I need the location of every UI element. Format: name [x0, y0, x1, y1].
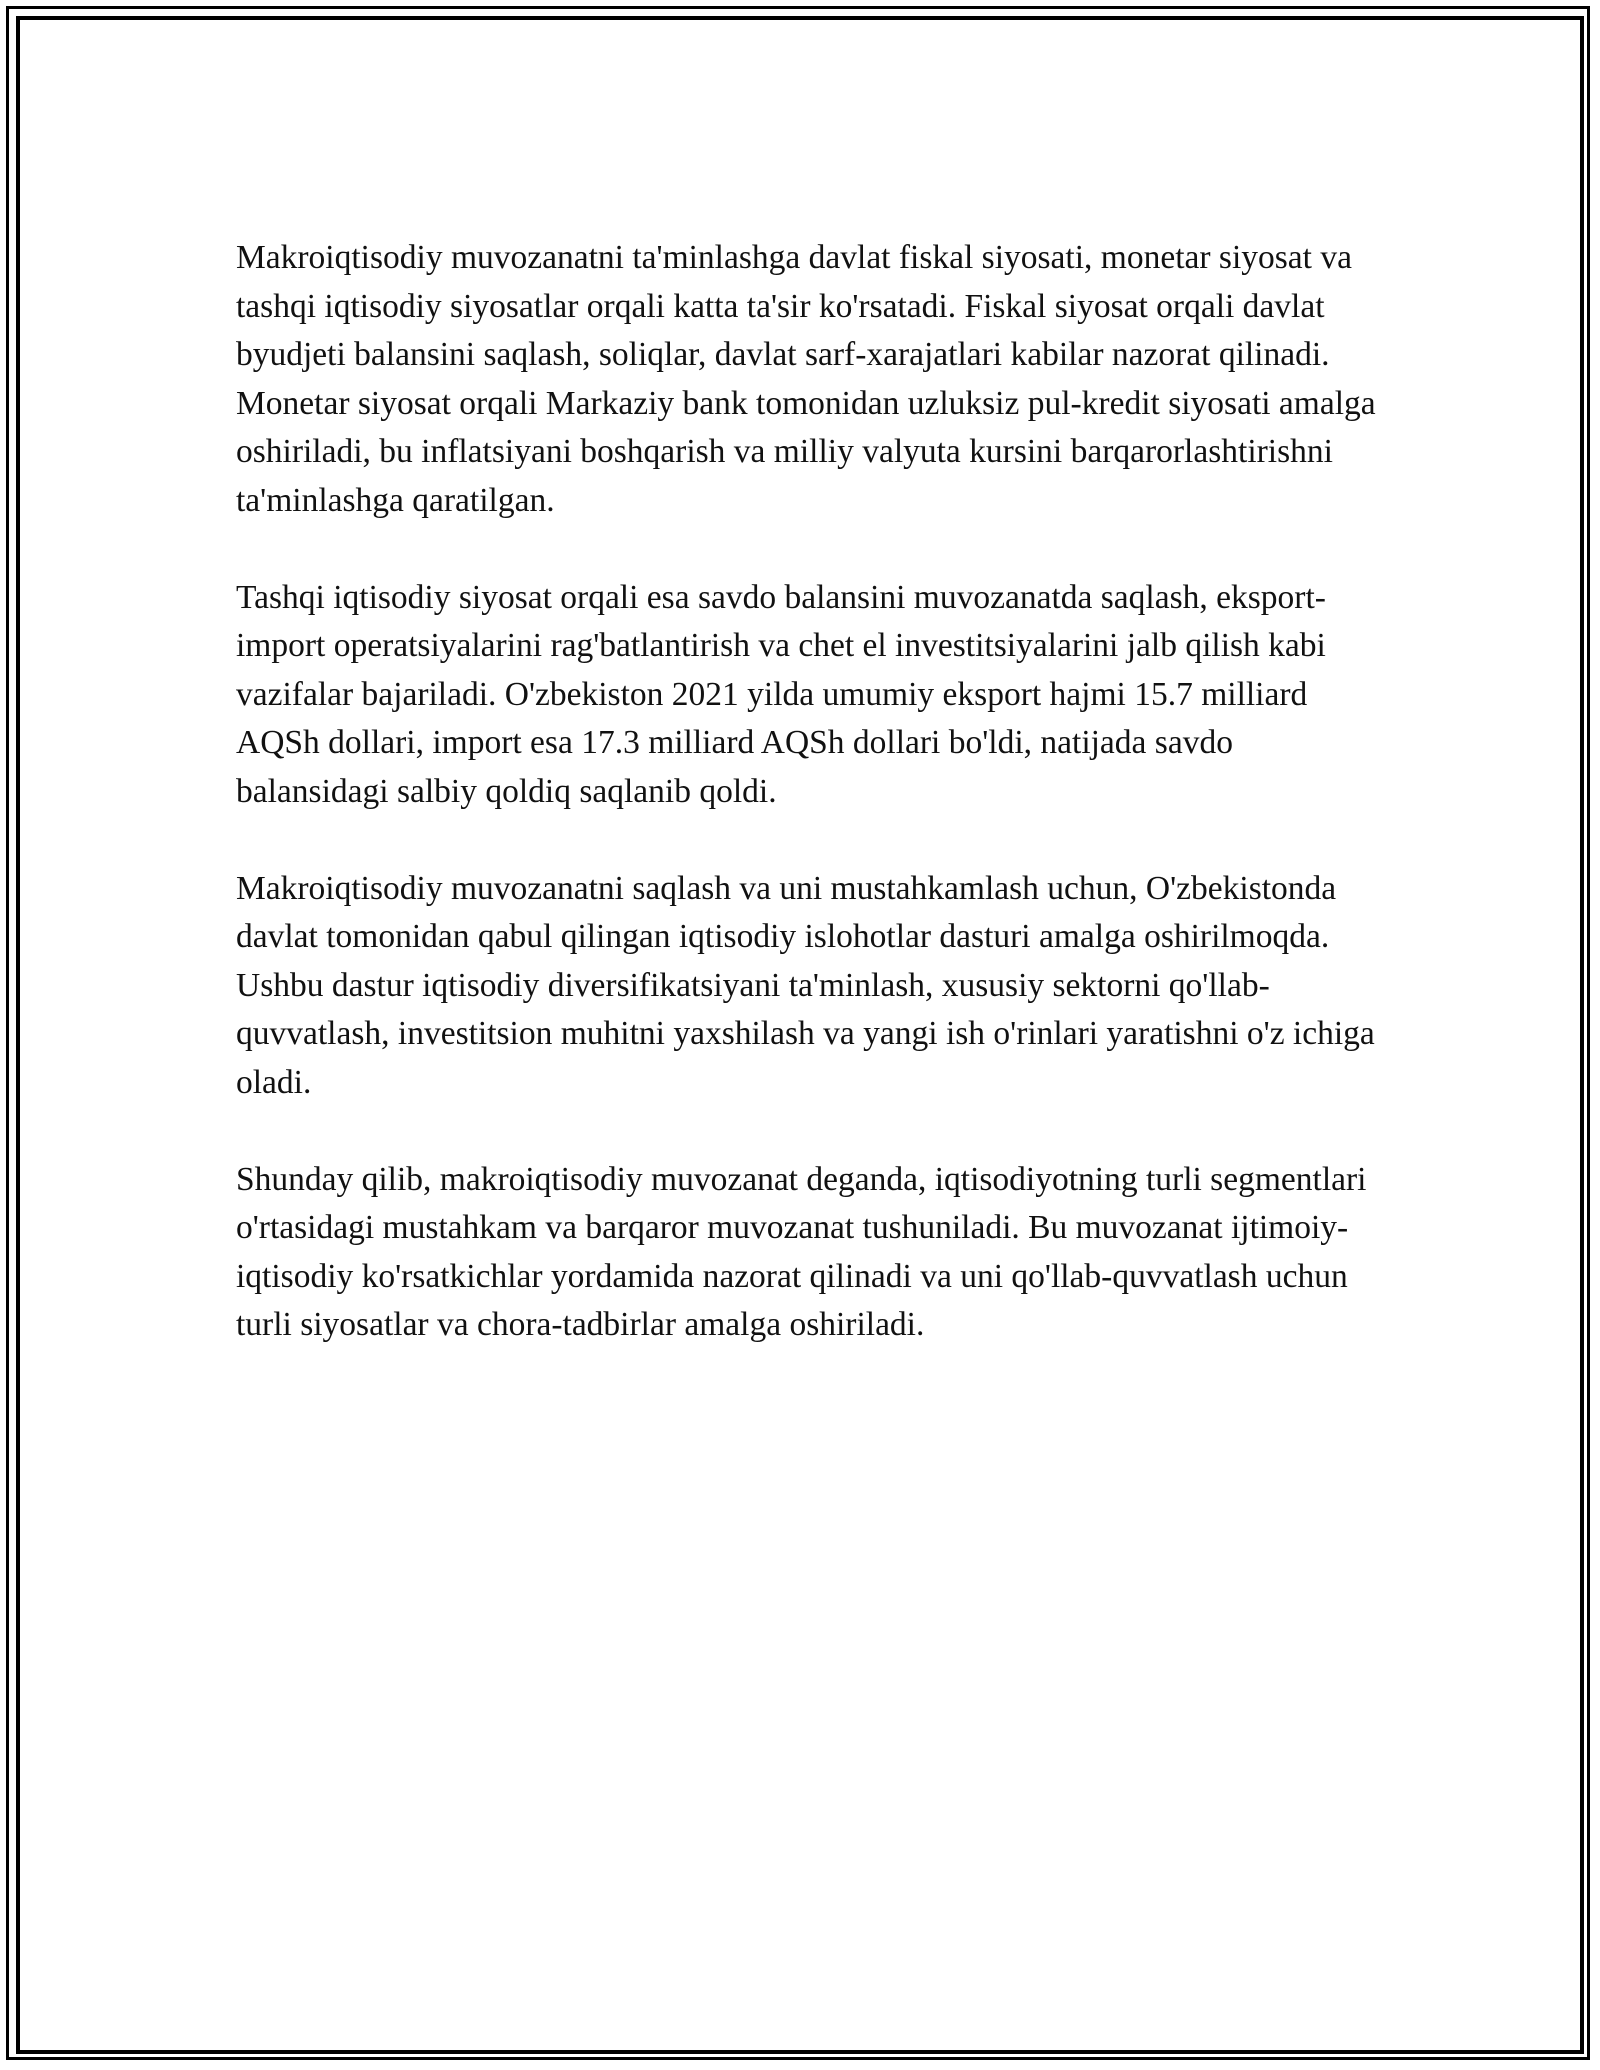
- paragraph-conclusion: Shunday qilib, makroiqtisodiy muvozanat deganda, iqtisodiyotning turli segmentlari o'rtasidagi mustahkam va barqaror muvozanat tushuniladi. Bu muvozanat ijtimoiy-iqtisodiy ko'rsatkichlar yordamida nazorat qilinadi va uni qo'llab-quvvatlash uchun turli siyosatlar va chora-tadbirlar amalga oshiriladi.: [236, 1160, 1367, 1343]
- document-body: [236, 234, 1386, 1350]
- paragraph-fiscal-monetary-policy: Makroiqtisodiy muvozanatni ta'minlashga davlat fiskal siyosati, monetar siyosat va tashqi iqtisodiy siyosatlar orqali katta ta'sir ko'rsatadi. Fiskal siyosat orqali davlat byudjeti balansini saqlash, soliqlar, davlat sarf-xarajatlari kabilar nazorat qilinadi. Monetar siyosat orqali Markaziy bank tomonidan uzluksiz pul-kredit siyosati amalga oshiriladi, bu inflatsiyani boshqarish va milliy valyuta kursini barqarorlashtirishni ta'minlashga qaratilgan.: [236, 239, 1376, 519]
- paragraph-foreign-economic-policy: Tashqi iqtisodiy siyosat orqali esa savdo balansini muvozanatda saqlash, eksport-import operatsiyalarini rag'batlantirish va chet el investitsiyalarini jalb qilish kabi vazifalar bajariladi. O'zbekiston 2021 yilda umumiy eksport hajmi 15.7 milliard AQSh dollari, import esa 17.3 milliard AQSh dollari bo'ldi, natijada savdo balansidagi salbiy qoldiq saqlanib qoldi.: [236, 578, 1326, 810]
- paragraph-economic-reforms: Makroiqtisodiy muvozanatni saqlash va uni mustahkamlash uchun, O'zbekistonda davlat tomonidan qabul qilingan iqtisodiy islohotlar dasturi amalga oshirilmoqda. Ushbu dastur iqtisodiy diversifikatsiyani ta'minlash, xususiy sektorni qo'llab-quvvatlash, investitsion muhitni yaxshilash va yangi ish o'rinlari yaratishni o'z ichiga oladi.: [236, 869, 1375, 1101]
